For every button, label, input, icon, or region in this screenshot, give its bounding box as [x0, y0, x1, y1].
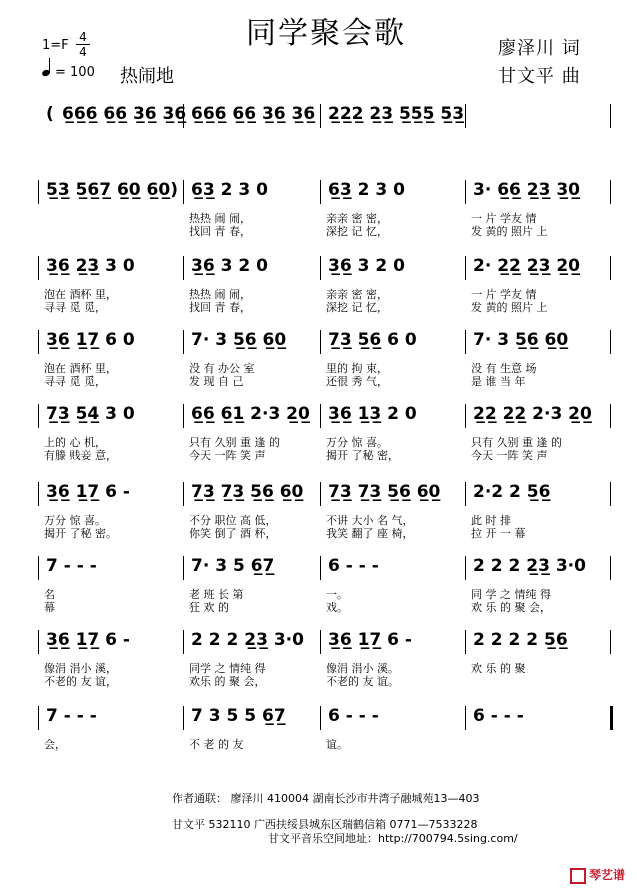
- lyric-verse-1: 没 有 生意 场: [471, 362, 537, 375]
- lyric-verse-2: 有滕 贱妾 意，: [44, 449, 117, 462]
- tempo-marking: [42, 62, 95, 80]
- lyric-verse-1: 同学 之 情纯 得: [189, 662, 266, 675]
- bar-line: [610, 706, 613, 730]
- lyric-verse-1: 欢 乐 的 聚: [471, 662, 526, 675]
- notation-measure: 7· 3 5 6̲7̲: [191, 556, 275, 576]
- expression-mark: 热闹地: [120, 66, 174, 87]
- lyric-verse-2: 拉 开 一 幕: [471, 527, 526, 540]
- bar-line: [320, 404, 321, 428]
- lyric-verse-2: 寻寻 觅 觅，: [44, 375, 106, 388]
- lyric-verse-2: 狂 欢 的: [189, 601, 229, 614]
- lyric-verse-1: 只有 久别 重 逢 的: [471, 436, 562, 449]
- lyric-verse-1: 像涓 涓小 溪。: [326, 662, 399, 675]
- notation-measure: 6 - - -: [328, 706, 379, 726]
- bar-line: [38, 706, 39, 730]
- bar-line: [38, 630, 39, 654]
- lyric-verse-2: 不老的 友 谊。: [326, 675, 399, 688]
- lyric-verse-1: 没 有 办公 室: [189, 362, 255, 375]
- bar-line: [610, 330, 611, 354]
- lyric-verse-1: 会，: [44, 738, 66, 751]
- lyric-verse-2: 你笑 倒了 酒 杯，: [189, 527, 277, 540]
- notation-measure: 3̲6̲ 2̲3̲ 3 0: [46, 256, 135, 276]
- notation-measure: 2 2 2 2̲3̲ 3·0: [473, 556, 586, 576]
- notation-measure: 2· 2̲2̲ 2̲3̲ 2̲0̲: [473, 256, 581, 276]
- lyric-verse-2: 发 黄的 照片 上: [471, 225, 548, 238]
- site-logo: [570, 866, 625, 884]
- key-signature: 1=F: [42, 38, 69, 53]
- lyric-verse-1: 像涓 涓小 溪，: [44, 662, 117, 675]
- lyric-verse-1: 亲亲 密 密，: [326, 288, 388, 301]
- lyric-verse-1: 名: [44, 588, 55, 601]
- notation-measure: 3̲6̲ 1̲7̲ 6 -: [328, 630, 412, 650]
- lyric-verse-1: 泡在 酒杯 里，: [44, 362, 117, 375]
- lyric-verse-1: 同 学 之 情纯 得: [471, 588, 551, 601]
- lyric-verse-2: 深挖 记 忆，: [326, 225, 388, 238]
- lyric-verse-2: 欢 乐 的 聚 会，: [471, 601, 551, 614]
- notation-measure: 2 2 2 2̲3̲ 3·0: [191, 630, 304, 650]
- footer-contact-3: 甘文平音乐空间地址：http://700794.5sing.com/: [268, 832, 518, 845]
- notation-measure: 6̲6̲6̲ 6̲6̲ 3̲6̲ 3̲6̲: [191, 104, 316, 124]
- lyric-verse-2: 欢乐 的 聚 会，: [189, 675, 266, 688]
- bar-line: [183, 180, 184, 204]
- notation-measure: 6 - - -: [473, 706, 524, 726]
- logo-badge-icon: [570, 868, 586, 884]
- notation-measure: 6̲3̲ 2 3 0: [191, 180, 268, 200]
- notation-measure: 3̲6̲ 3 2 0: [191, 256, 268, 276]
- notation-measure: 3̲6̲ 3 2 0: [328, 256, 405, 276]
- bar-line: [320, 630, 321, 654]
- bar-line: [465, 104, 466, 128]
- notation-measure: 6̲6̲6̲ 6̲6̲ 3̲6̲ 3̲6̲: [62, 104, 187, 124]
- lyricist: 廖泽川 词: [498, 38, 581, 59]
- lyric-verse-1: 亲亲 密 密，: [326, 212, 388, 225]
- lyric-verse-1: 万分 惊 喜。: [326, 436, 388, 449]
- lyric-verse-2: 发 现 自 己: [189, 375, 244, 388]
- notation-measure: 6̲3̲ 2 3 0: [328, 180, 405, 200]
- notation-measure: 3̲6̲ 1̲7̲ 6 -: [46, 482, 130, 502]
- quarter-note-icon: [42, 62, 52, 76]
- lyric-verse-2: 我笑 翻了 座 椅，: [326, 527, 414, 540]
- notation-measure: 7̲3̲ 5̲6̲ 6 0: [328, 330, 417, 350]
- composer: 甘文平 曲: [498, 66, 581, 87]
- lyric-verse-2: 寻寻 觅 觅，: [44, 301, 106, 314]
- bar-line: [38, 482, 39, 506]
- notation-measure: 2 2 2 2 5̲6̲: [473, 630, 568, 650]
- lyric-verse-2: 不老的 友 谊，: [44, 675, 117, 688]
- logo-text: 琴艺谱: [589, 868, 626, 882]
- lyric-verse-1: 不 老 的 友: [189, 738, 244, 751]
- bar-line: [610, 630, 611, 654]
- bar-line: [610, 256, 611, 280]
- lyric-verse-2: 找回 青 春，: [189, 301, 251, 314]
- bar-line: [610, 104, 611, 128]
- bar-line: [183, 404, 184, 428]
- time-bottom: 4: [79, 45, 87, 59]
- bar-line: [465, 706, 466, 730]
- bar-line: [610, 482, 611, 506]
- bar-line: [465, 404, 466, 428]
- notation-measure: 7 - - -: [46, 556, 97, 576]
- lyric-verse-1: 里的 拘 束，: [326, 362, 388, 375]
- bar-line: [38, 256, 39, 280]
- lyric-verse-1: 泡在 酒杯 里，: [44, 288, 117, 301]
- bar-line: [465, 180, 466, 204]
- bar-line: [320, 706, 321, 730]
- lyric-verse-2: 幕: [44, 601, 55, 614]
- song-title: 同学聚会歌: [246, 16, 406, 51]
- bar-line: [183, 630, 184, 654]
- notation-measure: 7 3 5 5 6̲7̲: [191, 706, 286, 726]
- lyric-verse-1: 谊。: [326, 738, 348, 751]
- lyric-verse-2: 还很 秀 气，: [326, 375, 388, 388]
- notation-measure: 3̲6̲ 1̲7̲ 6 -: [46, 630, 130, 650]
- time-signature: [76, 30, 90, 59]
- notation-measure: 2̲2̲ 2̲2̲ 2·3 2̲0̲: [473, 404, 592, 424]
- bar-line: [320, 556, 321, 580]
- time-top: 4: [79, 30, 87, 44]
- bar-line: [465, 482, 466, 506]
- notation-measure: 2·2 2 5̲6̲: [473, 482, 551, 502]
- bar-line: [465, 556, 466, 580]
- notation-measure: 7̲3̲ 7̲3̲ 5̲6̲ 6̲0̲: [328, 482, 441, 502]
- lyric-verse-1: 只有 久别 重 逢 的: [189, 436, 280, 449]
- bar-line: [183, 256, 184, 280]
- lyric-verse-2: 戏。: [326, 601, 348, 614]
- bar-line: [38, 556, 39, 580]
- footer-contact-1: 作者通联： 廖泽川 410004 湖南长沙市井湾子融城苑13—403: [172, 792, 480, 805]
- notation-measure: 7̲3̲ 7̲3̲ 5̲6̲ 6̲0̲: [191, 482, 304, 502]
- bar-line: [183, 482, 184, 506]
- bar-line: [38, 330, 39, 354]
- bar-line: [610, 404, 611, 428]
- lyric-verse-1: 此 时 排: [471, 514, 511, 527]
- notation-measure: 3̲6̲ 1̲7̲ 6 0: [46, 330, 135, 350]
- lyric-verse-1: 不分 职位 高 低，: [189, 514, 277, 527]
- bar-line: [610, 556, 611, 580]
- lyric-verse-2: 揭开 了秘 密，: [326, 449, 399, 462]
- lyric-verse-1: 热热 闹 闹，: [189, 288, 251, 301]
- lyric-verse-2: 揭开 了秘 密。: [44, 527, 117, 540]
- notation-measure: 7̲3̲ 5̲4̲ 3 0: [46, 404, 135, 424]
- tempo-value: = 100: [55, 65, 95, 80]
- notation-measure: 3· 6̲6̲ 2̲3̲ 3̲0̲: [473, 180, 581, 200]
- lyric-verse-1: 不讲 大小 名 气，: [326, 514, 414, 527]
- lyric-verse-1: 热热 闹 闹，: [189, 212, 251, 225]
- lyric-verse-2: 发 黄的 照片 上: [471, 301, 548, 314]
- lyric-verse-2: 是 谁 当 年: [471, 375, 526, 388]
- notation-measure: 7· 3 5̲6̲ 6̲0̲: [473, 330, 569, 350]
- lyric-verse-2: 深挖 记 忆，: [326, 301, 388, 314]
- lyric-verse-1: 一 片 学友 情: [471, 288, 537, 301]
- bar-line: [465, 256, 466, 280]
- notation-measure: 3̲6̲ 1̲3̲ 2 0: [328, 404, 417, 424]
- lyric-verse-2: 今天 一阵 笑 声: [189, 449, 266, 462]
- footer-contact-2: 甘文平 532110 广西扶绥县城东区瑞鹤信箱 0771—7533228: [172, 818, 478, 831]
- bar-line: [465, 630, 466, 654]
- notation-measure: 2̲2̲2̲ 2̲3̲ 5̲5̲5̲ 5̲3̲: [328, 104, 465, 124]
- lyric-verse-1: 一 片 学友 情: [471, 212, 537, 225]
- bar-line: [465, 330, 466, 354]
- bar-line: [38, 180, 39, 204]
- notation-measure: 7· 3 5̲6̲ 6̲0̲: [191, 330, 287, 350]
- bar-line: [320, 256, 321, 280]
- bar-line: [320, 180, 321, 204]
- notation-measure: 5̲3̲ 5̲6̲7̲ 6̲0̲ 6̲0̲): [46, 180, 178, 200]
- notation-measure: 6 - - -: [328, 556, 379, 576]
- bar-line: [610, 180, 611, 204]
- bar-line: [183, 556, 184, 580]
- bar-line: [320, 482, 321, 506]
- notation-measure: 7 - - -: [46, 706, 97, 726]
- lyric-verse-1: 一。: [326, 588, 348, 601]
- lyric-verse-2: 今天 一阵 笑 声: [471, 449, 548, 462]
- lyric-verse-1: 上的 心 机，: [44, 436, 106, 449]
- lyric-verse-1: 万分 惊 喜。: [44, 514, 106, 527]
- bar-line: [183, 706, 184, 730]
- bar-line: [320, 330, 321, 354]
- notation-measure: (: [46, 104, 54, 124]
- lyric-verse-2: 找回 青 春，: [189, 225, 251, 238]
- bar-line: [38, 404, 39, 428]
- lyric-verse-1: 老 班 长 第: [189, 588, 244, 601]
- notation-measure: 6̲6̲ 6̲1̲ 2·3 2̲0̲: [191, 404, 310, 424]
- bar-line: [183, 330, 184, 354]
- bar-line: [320, 104, 321, 128]
